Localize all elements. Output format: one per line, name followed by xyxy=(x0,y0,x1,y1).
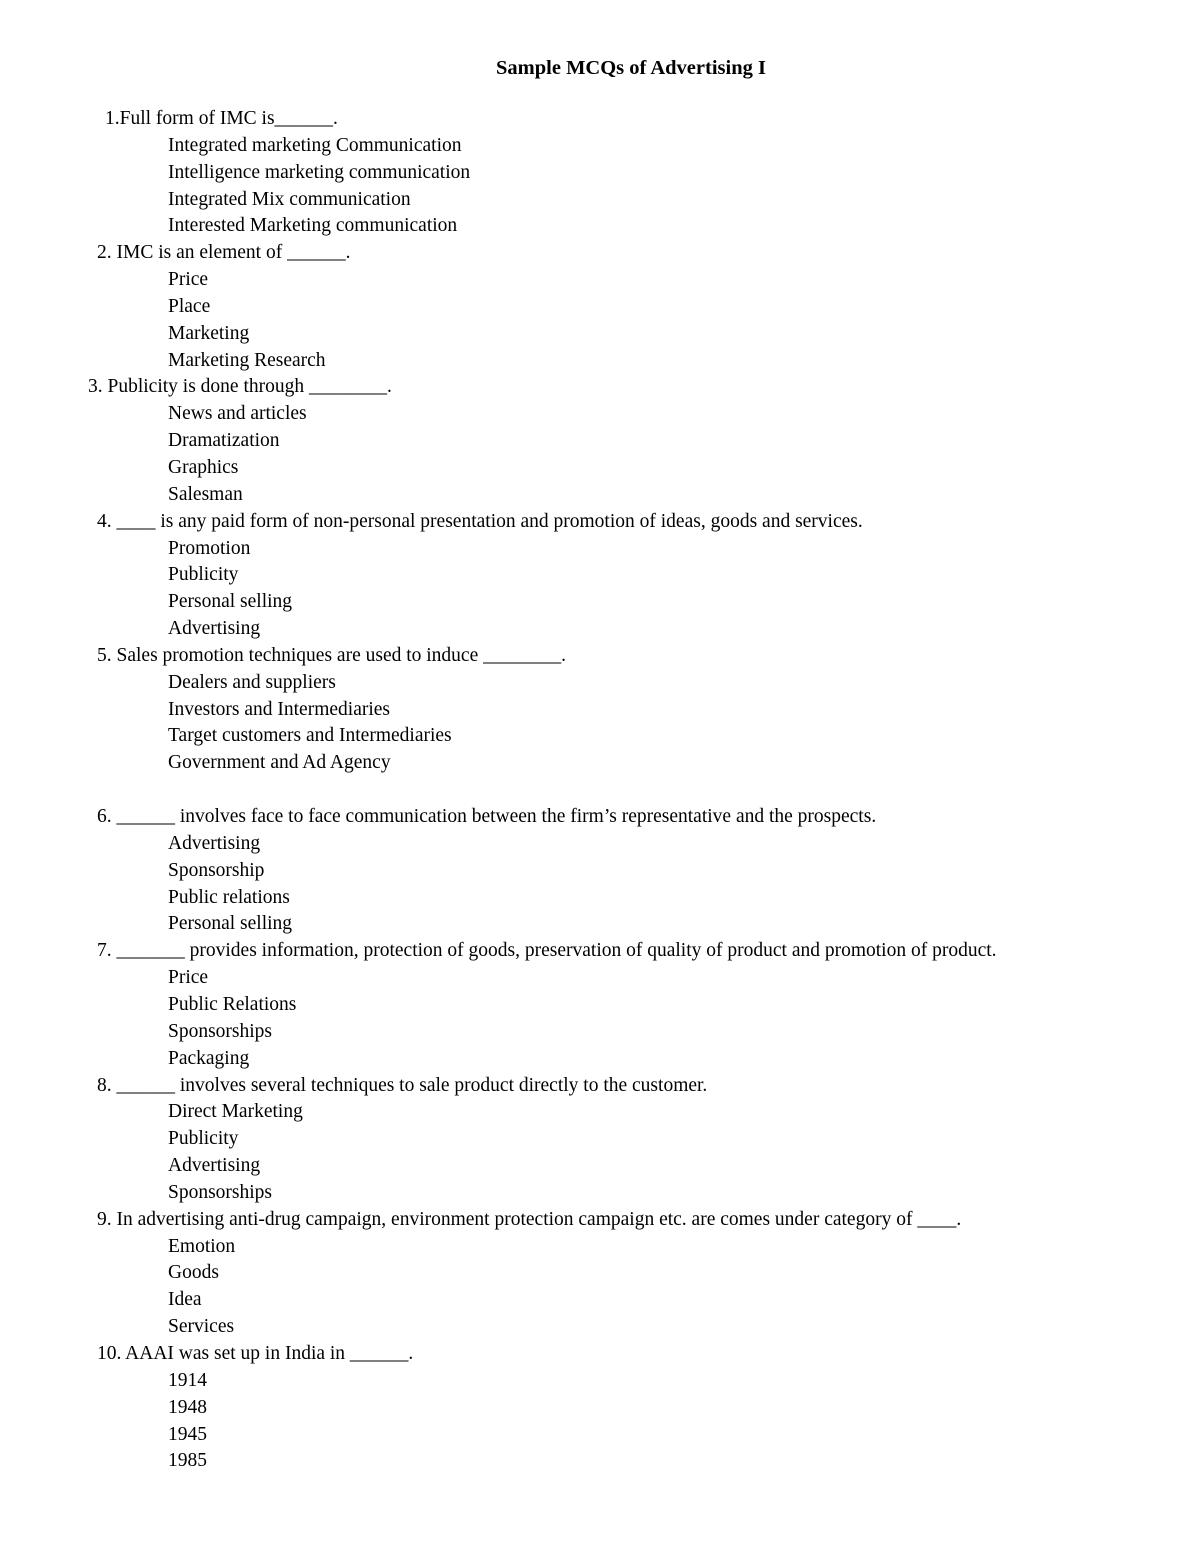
question-stem: 3. Publicity is done through ________. xyxy=(88,376,392,398)
option-c: Advertising xyxy=(168,1155,261,1177)
question-stem: 8. ______ involves several techniques to sale product directly to the customer. xyxy=(97,1074,708,1096)
option-a: Direct Marketing xyxy=(168,1101,303,1123)
option-list xyxy=(0,965,1200,1072)
option-list xyxy=(0,1099,1200,1206)
option-list xyxy=(0,1368,1200,1475)
option-list xyxy=(0,1234,1200,1341)
question-10 xyxy=(0,1341,1200,1475)
option-a: Emotion xyxy=(168,1235,236,1257)
option-b: Dramatization xyxy=(168,430,280,452)
option-d: Sponsorships xyxy=(168,1181,273,1203)
question-3 xyxy=(0,374,1200,508)
option-b: Investors and Intermediaries xyxy=(168,698,391,720)
option-a: Advertising xyxy=(168,832,261,854)
option-d: Packaging xyxy=(168,1047,250,1069)
option-d: Services xyxy=(168,1316,235,1338)
option-b: 1948 xyxy=(168,1396,207,1418)
option-list xyxy=(0,401,1200,508)
option-b: Goods xyxy=(168,1262,219,1284)
option-c: Graphics xyxy=(168,456,239,478)
option-b: Place xyxy=(168,295,211,317)
option-c: Marketing xyxy=(168,322,250,344)
document-title: Sample MCQs of Advertising I xyxy=(496,57,766,79)
option-b: Intelligence marketing communication xyxy=(168,161,471,183)
option-d: Government and Ad Agency xyxy=(168,752,391,774)
question-stem: 9. In advertising anti-drug campaign, environment protection campaign etc. are comes under category of ____. xyxy=(97,1208,962,1230)
option-c: Personal selling xyxy=(168,591,293,613)
option-a: Dealers and suppliers xyxy=(168,671,336,693)
option-a: Promotion xyxy=(168,537,251,559)
option-a: Price xyxy=(168,967,209,989)
question-stem: 6. ______ involves face to face communication between the firm’s representative and the prospects. xyxy=(97,806,877,828)
question-stem: 1.Full form of IMC is______. xyxy=(105,108,338,129)
question-4 xyxy=(0,509,1200,643)
option-b: Publicity xyxy=(168,1128,239,1150)
question-stem: 4. ____ is any paid form of non-personal presentation and promotion of ideas, goods and services. xyxy=(97,510,863,532)
option-c: 1945 xyxy=(168,1423,207,1445)
option-b: Publicity xyxy=(168,564,239,586)
question-stem: 2. IMC is an element of ______. xyxy=(97,242,351,264)
option-d: Salesman xyxy=(168,483,243,505)
option-d: Marketing Research xyxy=(168,349,326,371)
question-1 xyxy=(0,106,1200,240)
option-c: Public relations xyxy=(168,886,290,908)
option-list xyxy=(0,133,1200,240)
option-d: Interested Marketing communication xyxy=(168,215,458,237)
option-a: Integrated marketing Communication xyxy=(168,134,462,156)
option-c: Idea xyxy=(168,1289,202,1311)
option-d: Personal selling xyxy=(168,913,293,935)
question-8 xyxy=(0,1073,1200,1207)
question-6 xyxy=(0,804,1200,938)
option-list xyxy=(0,831,1200,938)
question-list xyxy=(0,106,1200,1475)
option-list xyxy=(0,267,1200,374)
question-stem: 7. _______ provides information, protection of goods, preservation of quality of product and promotion of product. xyxy=(97,940,997,962)
option-b: Public Relations xyxy=(168,994,297,1015)
question-stem: 10. AAAI was set up in India in ______. xyxy=(97,1342,414,1364)
option-a: 1914 xyxy=(168,1369,207,1391)
option-list xyxy=(0,536,1200,643)
option-c: Target customers and Intermediaries xyxy=(168,725,452,747)
question-stem: 5. Sales promotion techniques are used to induce ________. xyxy=(97,644,566,666)
question-2 xyxy=(0,240,1200,374)
question-5 xyxy=(0,643,1200,777)
option-list xyxy=(0,670,1200,777)
option-a: News and articles xyxy=(168,403,307,425)
option-d: Advertising xyxy=(168,618,261,640)
question-7 xyxy=(0,938,1200,1072)
question-9 xyxy=(0,1207,1200,1341)
option-a: Price xyxy=(168,269,209,291)
option-b: Sponsorship xyxy=(168,859,265,881)
option-c: Sponsorships xyxy=(168,1020,273,1042)
option-c: Integrated Mix communication xyxy=(168,188,411,210)
option-d: 1985 xyxy=(168,1450,207,1472)
